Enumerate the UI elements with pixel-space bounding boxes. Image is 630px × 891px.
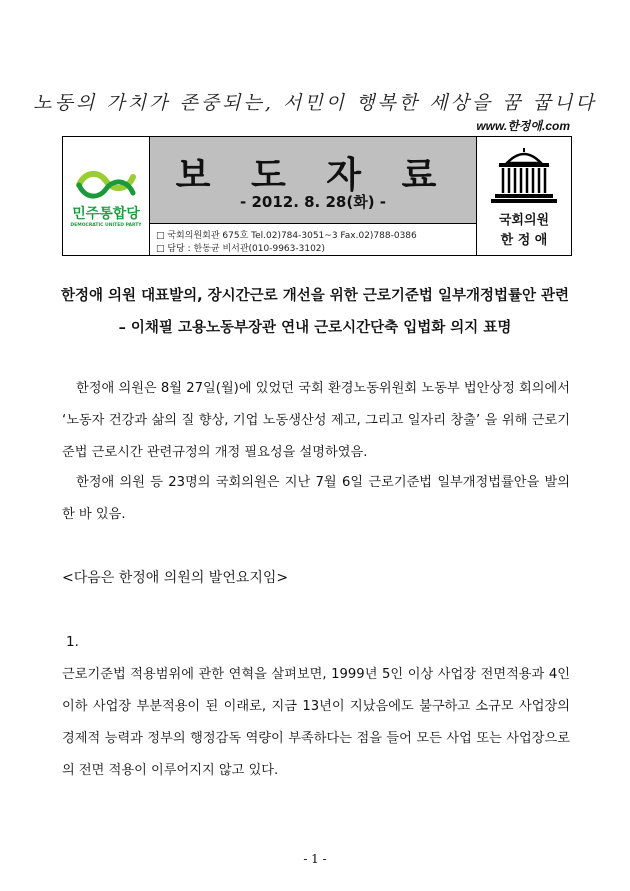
paragraph-text: 한정애 의원 등 23명의 국회의원은 지난 7월 6일 근로기준법 일부개정법률안을 발의한 바 있음.: [62, 475, 570, 522]
contact-office: □ 국회의원회관 675호 Tel.02)784-3051~3 Fax.02)788-0386: [156, 231, 417, 241]
document-title: 보 도 자 료: [175, 155, 451, 196]
mp-name: 한 정 애: [500, 233, 548, 248]
assembly-cell: [477, 137, 571, 255]
paragraph-text: 근로기준법 적용범위에 관한 연혁을 살펴보면, 1999년 5인 이상 사업장 전면적용과 4인 이하 사업장 부분적용이 된 이래로, 지금 13년이 지났음에도 불구하고 소규모 사업장의 경제적 능력과 정부의 행정감독 역량이 부족하다는 점을 들어 모든 사업 또는 사업장으로의 전면 적용이 이루어지지 않고 있다.: [62, 667, 570, 778]
press-release-header: [62, 136, 572, 256]
section-heading: <다음은 한정애 의원의 발언요지임>: [62, 570, 289, 586]
website-url[interactable]: www.한정애.com: [476, 119, 570, 133]
headline: 한정애 의원 대표발의, 장시간근로 개선을 위한 근로기준법 일부개정법률안 관련: [60, 288, 570, 304]
item-number: 1.: [66, 634, 79, 650]
body-paragraph-1: [62, 373, 570, 469]
release-date: - 2012. 8. 28(화) -: [240, 193, 386, 211]
party-logo-icon: [63, 137, 149, 255]
subheadline: – 이채필 고용노동부장관 연내 근로시간단축 입법화 의지 표명: [118, 319, 512, 336]
national-assembly-icon: [477, 137, 571, 207]
title-box: [150, 137, 476, 224]
party-logo-cell: [63, 137, 150, 255]
paragraph-text: 한정애 의원은 8월 27일(월)에 있었던 국회 환경노동위원회 노동부 법안상정 회의에서 ‘노동자 건강과 삶의 질 향상, 기업 노동생산성 제고, 그리고 일자리 창출’ 을 위해 근로기준법 근로시간 관련규정의 개정 필요성을 설명하였음.: [62, 381, 570, 460]
body-paragraph-3: [62, 659, 570, 787]
party-english-name: DEMOCRATIC UNITED PARTY: [70, 223, 142, 228]
page-number: - 1 -: [303, 852, 327, 866]
contact-person: □ 담당 : 한동균 비서관(010-9963-3102): [156, 244, 326, 254]
mp-title: 국회의원: [498, 213, 550, 228]
body-paragraph-2: [62, 467, 570, 531]
party-name: 민주통합당: [72, 206, 140, 222]
slogan: 노동의 가치가 존중되는, 서민이 행복한 세상을 꿈 꿉니다: [33, 92, 597, 114]
title-cell: [150, 137, 477, 255]
